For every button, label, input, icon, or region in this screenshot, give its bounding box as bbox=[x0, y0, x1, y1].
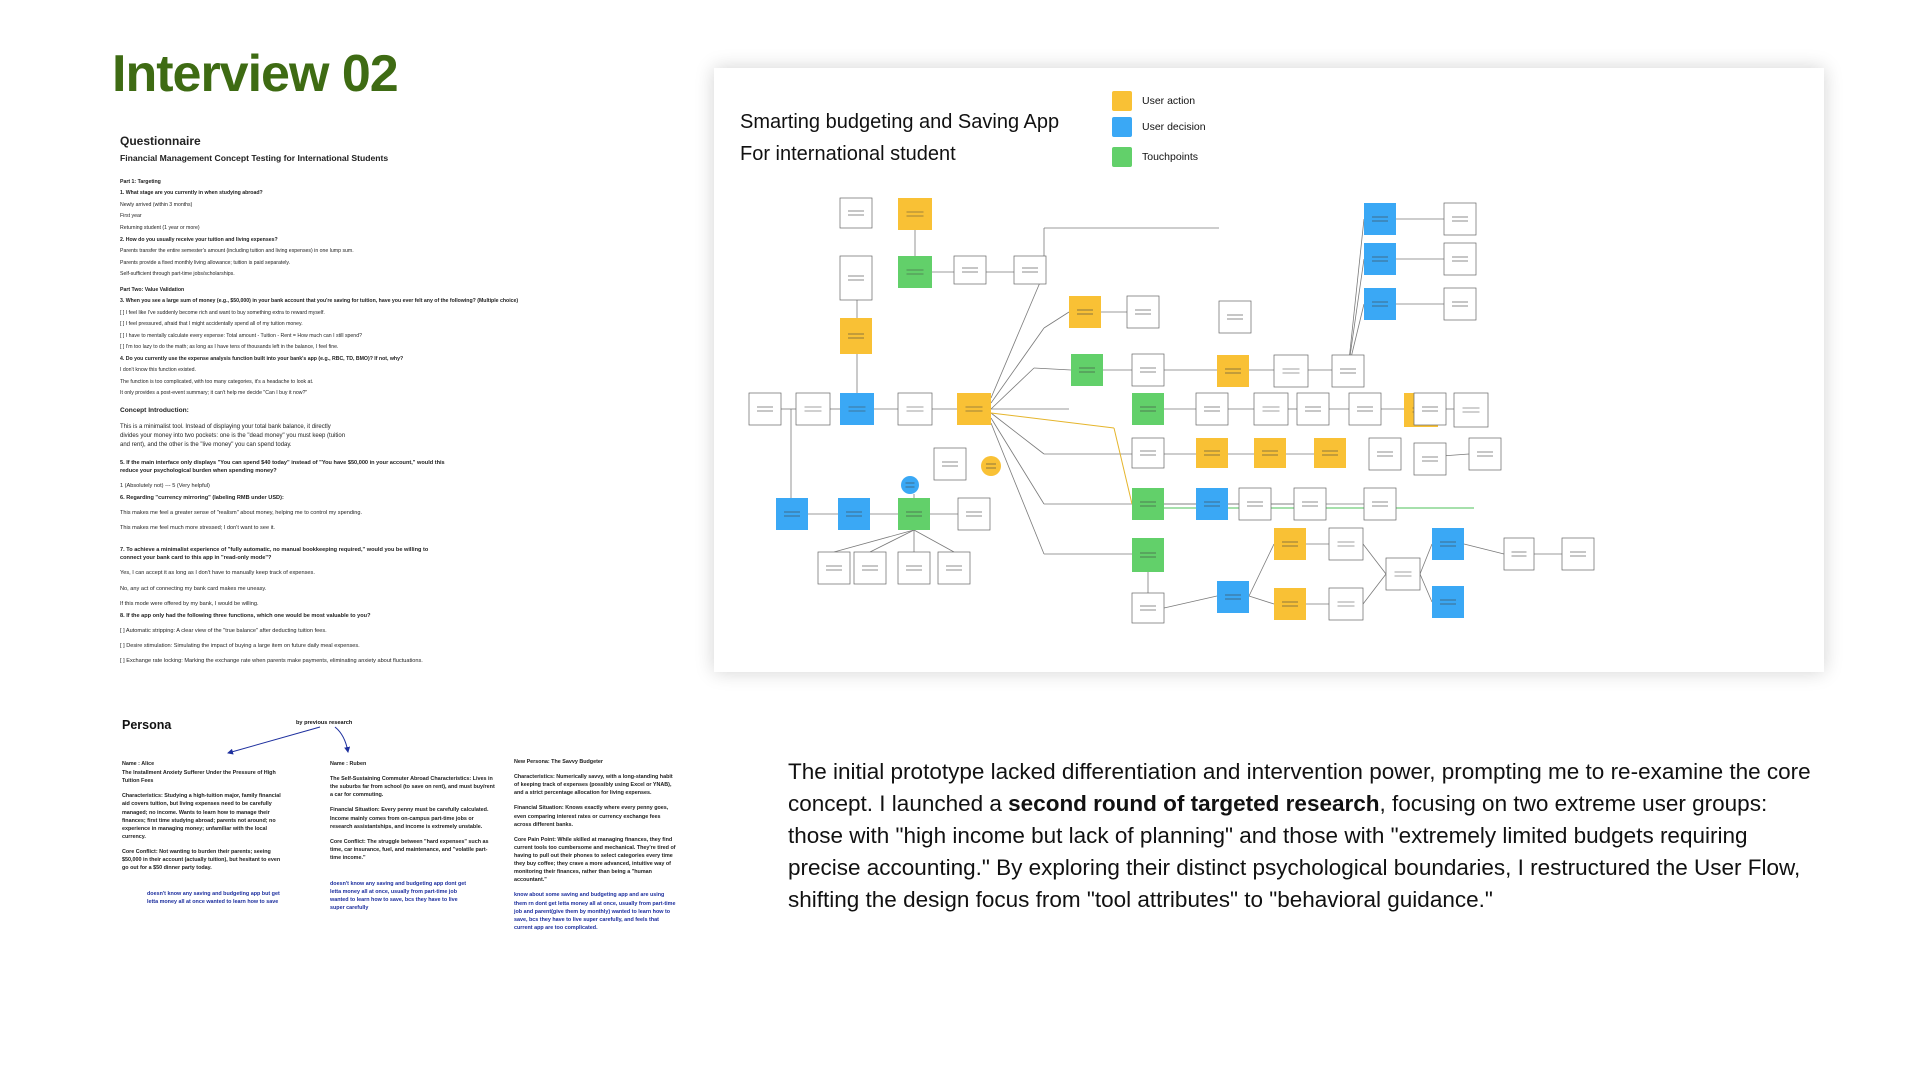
flow-node bbox=[1444, 288, 1476, 320]
flow-node bbox=[840, 318, 872, 354]
flow-connector bbox=[991, 368, 1034, 409]
summary-text-2: , focusing on two extreme user groups: those with "high income but lack of planning" and those with "extremely limited budgets requiring precise accounting." By exploring their distinct psychological boundaries, I restructured the User Flow, shifting the design focus from "tool attributes" to "behavioral guidance." bbox=[788, 791, 1801, 912]
flow-node bbox=[938, 552, 970, 584]
option: Parents transfer the entire semester's amount (including tuition and living expenses) in one lump sum. bbox=[120, 248, 354, 255]
persona-conflict: Core Conflict: Not wanting to burden their parents; seeing $50,000 in their account (actually tuition), but hesitant to even go out for a $50 dinner party today. bbox=[122, 848, 281, 872]
persona-note: doesn't know any saving and budgeting app but get letta money all at once wanted to learn how to save bbox=[147, 891, 280, 906]
question: 5. If the main interface only displays "You can spend $40 today" instead of "You have $50,000 in your account," would this reduce your psychological burden when spending money? bbox=[120, 459, 445, 474]
flow-node bbox=[840, 393, 874, 425]
option: It only provides a post-event summary; it can't help me decide "Can I buy it now?" bbox=[120, 390, 308, 397]
legend-label: Touchpoints bbox=[1142, 151, 1199, 163]
question: 7. To achieve a minimalist experience of "fully automatic, no manual bookkeeping required," would you be willing to connect your bank card to this app in "read-only mode"? bbox=[120, 547, 429, 562]
flow-node bbox=[1314, 438, 1346, 468]
flow-node bbox=[1414, 393, 1446, 425]
flow-connector bbox=[1420, 544, 1432, 574]
flow-node bbox=[1349, 393, 1381, 425]
flow-node bbox=[1294, 488, 1326, 520]
flow-node bbox=[1196, 438, 1228, 468]
flow-node bbox=[1332, 355, 1364, 387]
flow-node bbox=[776, 498, 808, 530]
flow-node bbox=[981, 456, 1001, 476]
flow-node bbox=[1196, 488, 1228, 520]
flow-node bbox=[1132, 593, 1164, 623]
question: 8. If the app only had the following three functions, which one would be most valuable to you? bbox=[120, 612, 371, 619]
persona-savvy bbox=[514, 758, 676, 939]
flow-node bbox=[838, 498, 870, 530]
option: [ ] Desire stimulation: Simulating the impact of buying a large item on future daily meal expenses. bbox=[120, 642, 360, 649]
flow-node bbox=[898, 552, 930, 584]
flow-node bbox=[1069, 296, 1101, 328]
flow-node bbox=[958, 498, 990, 530]
flow-node bbox=[1432, 528, 1464, 560]
flow-node bbox=[1217, 355, 1249, 387]
questionnaire-subtitle: Financial Management Concept Testing for International Students bbox=[120, 153, 389, 164]
flow-node bbox=[1444, 203, 1476, 235]
flow-node bbox=[1504, 538, 1534, 570]
persona-ruben bbox=[330, 760, 495, 920]
flow-connector bbox=[991, 413, 1044, 454]
persona-title: The Self-Sustaining Commuter Abroad Characteristics: Lives in the suburbs far from school (to save on rent), and must buy/rent a car for commuting. bbox=[330, 776, 495, 799]
flow-node bbox=[1274, 528, 1306, 560]
option: [ ] Automatic stripping: A clear view of the "true balance" after deducting tuition fees. bbox=[120, 627, 327, 634]
legend-label: User action bbox=[1142, 95, 1196, 107]
persona-note: doesn't know any saving and budgeting app dont get letta money all at once, usually from part-time job wanted to learn how to save, bcs they have to live super carefully bbox=[330, 881, 467, 912]
option: No, any act of connecting my bank card makes me uneasy. bbox=[120, 585, 267, 592]
summary-bold: second round of targeted research bbox=[1008, 791, 1380, 816]
persona-heading: Persona bbox=[122, 718, 172, 732]
flow-connector bbox=[1044, 312, 1069, 328]
flow-node bbox=[796, 393, 830, 425]
flow-node bbox=[934, 448, 966, 480]
option: If this mode were offered by my bank, I would be willing. bbox=[120, 600, 259, 607]
flow-node bbox=[1196, 393, 1228, 425]
flow-node bbox=[1132, 538, 1164, 572]
persona-title: The Installment Anxiety Sufferer Under the Pressure of High Tuition Fees bbox=[122, 770, 276, 785]
flow-node bbox=[898, 256, 932, 288]
flow-node bbox=[840, 198, 872, 228]
persona-characteristics: Characteristics: Numerically savvy, with a long-standing habit of keeping track of expenses (possibly using Excel or YNAB), and a strict percentage allocation for living expenses. bbox=[514, 774, 673, 797]
flow-highlight-connector bbox=[1114, 428, 1132, 504]
page-title: Interview 02 bbox=[112, 45, 398, 103]
option: [ ] I'm too lazy to do the math; as long as I have tens of thousands left in the balance, I feel fine. bbox=[120, 344, 339, 351]
flow-connector bbox=[870, 530, 914, 552]
persona-conflict: Core Conflict: The struggle between "hard expenses" such as time, car insurance, fuel, and maintenance, and "volatile part-time income." bbox=[330, 838, 489, 861]
summary-paragraph bbox=[788, 756, 1818, 916]
question: 6. Regarding "currency mirroring" (labeling RMB under USD): bbox=[120, 494, 284, 501]
flow-node bbox=[1329, 528, 1363, 560]
option: Self-sufficient through part-time jobs/scholarships. bbox=[120, 271, 235, 278]
flow-node bbox=[1454, 393, 1488, 427]
flow-connector bbox=[914, 530, 954, 552]
flow-node bbox=[818, 552, 850, 584]
flow-connector bbox=[991, 273, 1044, 398]
flow-connector bbox=[1034, 368, 1071, 370]
flow-title-line2: For international student bbox=[740, 143, 956, 165]
option: [ ] I have to mentally calculate every expense: Total amount - Tuition - Rent = How much can I still spend? bbox=[120, 332, 362, 339]
option: [ ] I feel pressured, afraid that I might accidentally spend all of my tuition money. bbox=[120, 321, 303, 328]
flow-node bbox=[1219, 301, 1251, 333]
concept-heading: Concept Introduction: bbox=[120, 406, 189, 414]
option: Parents provide a fixed monthly living allowance; tuition is paid separately. bbox=[120, 259, 291, 266]
flow-node bbox=[1014, 256, 1046, 284]
flow-connector bbox=[1249, 596, 1274, 604]
flow-node bbox=[840, 256, 872, 300]
flow-connector bbox=[1249, 544, 1274, 596]
flow-connector bbox=[1164, 596, 1217, 608]
option: Yes, I can accept it as long as I don't have to manually keep track of expenses. bbox=[120, 570, 315, 577]
flow-node bbox=[1132, 393, 1164, 425]
flow-node bbox=[1364, 243, 1396, 275]
option: This makes me feel a greater sense of "realism" about money, helping me to control my spending. bbox=[120, 509, 363, 516]
flow-node bbox=[1562, 538, 1594, 570]
previous-research-label: by previous research bbox=[296, 720, 353, 726]
flow-node bbox=[1432, 586, 1464, 618]
flow-connector bbox=[991, 328, 1044, 403]
user-flow-diagram bbox=[714, 68, 1824, 672]
flow-connector bbox=[1348, 219, 1364, 370]
persona-characteristics: Characteristics: Studying a high-tuition major, family financial aid covers tuition, but living expenses need to be carefully managed; no income. Wants to learn how to manage their finances; first time studying abroad; parents not around; no experience in managing money; unfamiliar with the local currency. bbox=[122, 793, 281, 840]
flow-node bbox=[1369, 438, 1401, 470]
persona-pain: Core Pain Point: While skilled at managing finances, they find current tools too cumbersome and mechanical. They're tired of having to pull out their phones to select categories every time they buy coffee; they crave a more advanced, intuitive way of monitoring their finances, rather than being a "human accountant." bbox=[514, 836, 676, 884]
flow-node bbox=[957, 393, 991, 425]
summary-text-1: The initial prototype lacked differentiation and intervention power, prompting me to re-examine the core concept. I launched a bbox=[788, 759, 1811, 816]
flow-node bbox=[1274, 588, 1306, 620]
flow-node bbox=[954, 256, 986, 284]
flow-highlight-connector bbox=[991, 413, 1114, 428]
concept-text: This is a minimalist tool. Instead of displaying your total bank balance, it directly divides your money into two pockets: one is the "dead money" you must keep (tuition and rent), and the other is the "live money" you can spend today. bbox=[120, 424, 346, 448]
persona-name: Name : Ruben bbox=[330, 761, 367, 767]
flow-node bbox=[1329, 588, 1363, 620]
flow-node bbox=[1254, 393, 1288, 425]
persona-name: Name : Alice bbox=[122, 761, 155, 767]
flow-connector bbox=[1464, 544, 1504, 554]
part-label: Part 1: Targeting bbox=[120, 178, 161, 185]
flow-node bbox=[1127, 296, 1159, 328]
flow-node bbox=[1071, 354, 1103, 386]
flow-node bbox=[749, 393, 781, 425]
flow-graph bbox=[714, 68, 1824, 672]
flow-connector bbox=[1420, 574, 1432, 602]
flow-connector bbox=[991, 423, 1044, 554]
option: The function is too complicated, with too many categories, it's a headache to look at. bbox=[120, 378, 314, 385]
question: 3. When you see a large sum of money (e.g., $50,000) in your bank account that you're saving for tuition, have you ever felt any of the following? (Multiple choice) bbox=[120, 298, 519, 305]
flow-node bbox=[1239, 488, 1271, 520]
flow-node bbox=[1364, 488, 1396, 520]
option: Returning student (1 year or more) bbox=[120, 224, 200, 231]
flow-node bbox=[854, 552, 886, 584]
arrow-to-ruben bbox=[335, 727, 348, 752]
question: 2. How do you usually receive your tuition and living expenses? bbox=[120, 236, 278, 243]
flow-connector bbox=[834, 530, 914, 552]
flow-node bbox=[1444, 243, 1476, 275]
questionnaire-heading: Questionnaire bbox=[120, 134, 201, 148]
part-label: Part Two: Value Validation bbox=[120, 286, 185, 293]
flow-node bbox=[1217, 581, 1249, 613]
option: This makes me feel much more stressed; I don't want to see it. bbox=[120, 525, 275, 532]
persona-situation: Financial Situation: Every penny must be carefully calculated. Income mainly comes from on-campus part-time jobs or research assistantships, and income is extremely unstable. bbox=[330, 807, 489, 830]
option: [ ] Exchange rate locking: Marking the exchange rate when parents make payments, eliminating anxiety about fluctuations. bbox=[120, 658, 423, 665]
flow-connector bbox=[1363, 544, 1386, 574]
flow-node bbox=[1364, 288, 1396, 320]
flow-node bbox=[1414, 443, 1446, 475]
flow-node bbox=[1132, 488, 1164, 520]
persona-situation: Financial Situation: Knows exactly where every penny goes, even comparing interest rates or currency exchange fees across different banks. bbox=[514, 805, 669, 828]
flow-node bbox=[1132, 354, 1164, 386]
flow-node bbox=[898, 198, 932, 230]
option: First year bbox=[120, 213, 142, 220]
flow-node bbox=[1132, 438, 1164, 468]
flow-node bbox=[901, 476, 919, 494]
flow-node bbox=[898, 498, 930, 530]
option: Newly arrived (within 3 months) bbox=[120, 201, 193, 208]
question: 1. What stage are you currently in when studying abroad? bbox=[120, 190, 263, 197]
persona-alice bbox=[122, 760, 287, 914]
persona-name: New Persona: The Savvy Budgeter bbox=[514, 759, 603, 765]
flow-node bbox=[1274, 355, 1308, 387]
flow-node bbox=[1254, 438, 1286, 468]
arrow-to-alice bbox=[228, 727, 320, 753]
persona-note: know about some saving and budgeting app and are using them rn dont get letta money all at once, usually from part-time job and parent(give them by monthly) wanted to learn how to save, bcs they have to live super carefully, and feels that current app are too complicated. bbox=[514, 892, 676, 931]
option: [ ] I feel like I've suddenly become rich and want to buy something extra to reward myself. bbox=[120, 309, 325, 316]
flow-node bbox=[1297, 393, 1329, 425]
flow-node bbox=[1469, 438, 1501, 470]
flow-title-line1: Smarting budgeting and Saving App bbox=[740, 111, 1060, 133]
flow-node bbox=[898, 393, 932, 425]
flow-node bbox=[1364, 203, 1396, 235]
option: 1 (Absolutely not) --- 5 (Very helpful) bbox=[120, 482, 210, 489]
flow-node bbox=[1386, 558, 1420, 590]
legend-label: User decision bbox=[1142, 121, 1206, 133]
option: I don't know this function existed. bbox=[120, 367, 196, 374]
question: 4. Do you currently use the expense analysis function built into your bank's app (e.g., RBC, TD, BMO)? If not, why? bbox=[120, 355, 404, 362]
flow-connector bbox=[1363, 574, 1386, 604]
